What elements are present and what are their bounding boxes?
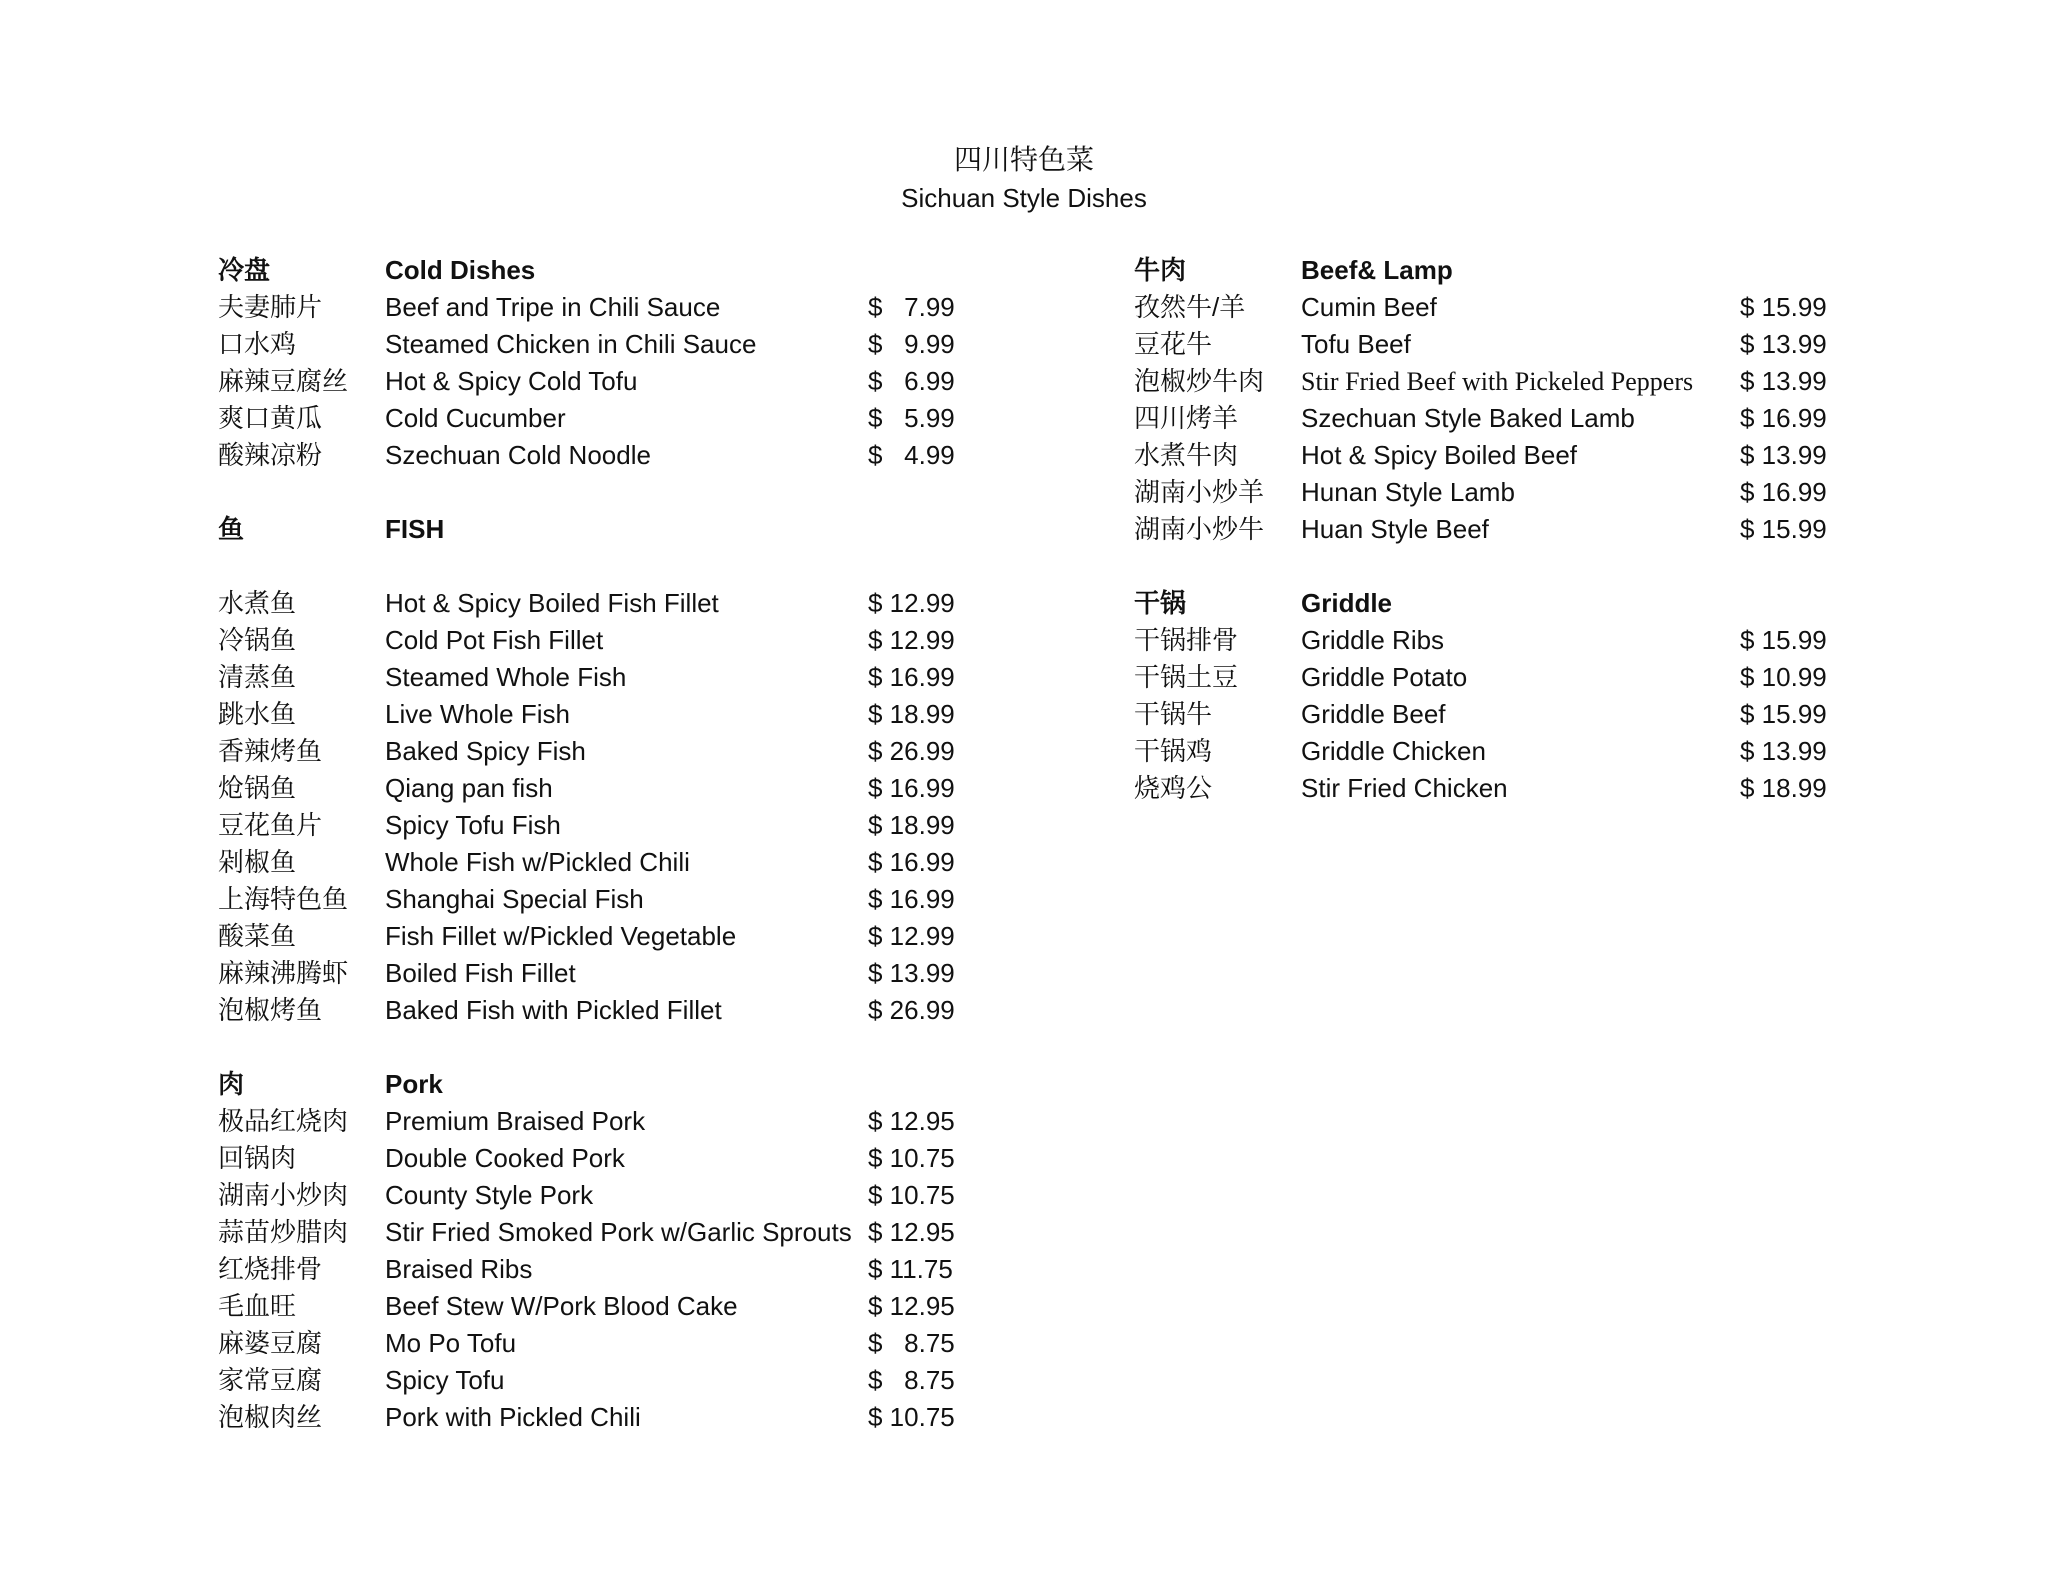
item-chinese-name: 毛血旺 [218, 1291, 297, 1321]
item-price: $ 18.99 [1740, 773, 1827, 803]
item-chinese-name: 孜然牛/羊 [1134, 292, 1246, 322]
item-english-name: Hot & Spicy Boiled Beef [1301, 440, 1578, 470]
item-chinese-name: 口水鸡 [218, 329, 297, 359]
menu-item [1134, 770, 1834, 807]
menu-item [218, 289, 978, 326]
item-price: $ 4.99 [868, 440, 955, 470]
item-chinese-name: 家常豆腐 [218, 1365, 323, 1395]
item-price: $ 8.75 [868, 1328, 955, 1358]
section-heading-english: Griddle [1301, 588, 1393, 618]
item-price: $ 13.99 [1740, 736, 1827, 766]
item-price: $ 6.99 [868, 366, 955, 396]
item-chinese-name: 豆花鱼片 [218, 810, 323, 840]
item-english-name: Cumin Beef [1301, 292, 1437, 322]
item-price: $ 13.99 [868, 958, 955, 988]
item-english-name: Stir Fried Chicken [1301, 773, 1508, 803]
menu-item [1134, 474, 1834, 511]
menu-item [218, 807, 978, 844]
item-english-name: Baked Spicy Fish [385, 736, 586, 766]
item-english-name: Spicy Tofu [385, 1365, 505, 1395]
item-chinese-name: 极品红烧肉 [218, 1106, 349, 1136]
item-english-name: Double Cooked Pork [385, 1143, 625, 1173]
menu-item [218, 1140, 978, 1177]
menu-section [1134, 252, 1834, 548]
menu-section [218, 1066, 978, 1436]
item-chinese-name: 干锅土豆 [1134, 662, 1239, 692]
menu-item [218, 881, 978, 918]
menu-item [218, 659, 978, 696]
item-english-name: Griddle Potato [1301, 662, 1468, 692]
item-english-name: Mo Po Tofu [385, 1328, 517, 1358]
item-price: $ 12.95 [868, 1291, 955, 1321]
item-english-name: County Style Pork [385, 1180, 594, 1210]
item-price: $ 12.99 [868, 921, 955, 951]
item-chinese-name: 酸辣凉粉 [218, 440, 323, 470]
item-english-name: Boiled Fish Fillet [385, 958, 576, 988]
item-chinese-name: 夫妻肺片 [218, 292, 323, 322]
item-chinese-name: 水煮牛肉 [1134, 440, 1239, 470]
menu-item [1134, 400, 1834, 437]
section-heading-english: Pork [385, 1069, 443, 1099]
item-price: $ 12.99 [868, 588, 955, 618]
right-column [1134, 252, 1834, 807]
menu-item [218, 1103, 978, 1140]
item-english-name: Fish Fillet w/Pickled Vegetable [385, 921, 737, 951]
item-price: $ 12.95 [868, 1217, 955, 1247]
item-chinese-name: 红烧排骨 [218, 1254, 323, 1284]
menu-item [1134, 622, 1834, 659]
item-chinese-name: 冷锅鱼 [218, 625, 297, 655]
item-price: $ 12.95 [868, 1106, 955, 1136]
section-heading [1134, 252, 1834, 289]
section-heading-chinese: 牛肉 [1134, 255, 1187, 285]
item-chinese-name: 四川烤羊 [1134, 403, 1239, 433]
item-chinese-name: 麻辣豆腐丝 [218, 366, 349, 396]
item-english-name: Steamed Whole Fish [385, 662, 627, 692]
menu-item [1134, 733, 1834, 770]
menu-item [218, 326, 978, 363]
item-price: $ 11.75 [868, 1254, 953, 1284]
menu-item [218, 622, 978, 659]
item-chinese-name: 豆花牛 [1134, 329, 1213, 359]
item-chinese-name: 烧鸡公 [1134, 773, 1213, 803]
item-english-name: Pork with Pickled Chili [385, 1402, 641, 1432]
item-english-name: Griddle Chicken [1301, 736, 1486, 766]
menu-section [1134, 585, 1834, 807]
menu-item [218, 696, 978, 733]
menu-item [1134, 363, 1834, 400]
section-heading-chinese: 干锅 [1134, 588, 1187, 618]
item-chinese-name: 炝锅鱼 [218, 773, 297, 803]
menu-item [218, 918, 978, 955]
menu-item [218, 1177, 978, 1214]
item-english-name: Steamed Chicken in Chili Sauce [385, 329, 757, 359]
item-price: $ 13.99 [1740, 366, 1827, 396]
menu-item [218, 400, 978, 437]
menu-item [1134, 659, 1834, 696]
item-chinese-name: 泡椒烤鱼 [218, 995, 323, 1025]
item-price: $ 7.99 [868, 292, 955, 322]
spacer [218, 548, 978, 585]
item-chinese-name: 上海特色鱼 [218, 884, 349, 914]
item-english-name: Braised Ribs [385, 1254, 533, 1284]
menu-item [218, 992, 978, 1029]
menu-item [218, 363, 978, 400]
menu-item [218, 1251, 978, 1288]
item-price: $ 16.99 [868, 847, 955, 877]
item-chinese-name: 回锅肉 [218, 1143, 297, 1173]
section-heading-english: FISH [385, 514, 445, 544]
menu-item [1134, 326, 1834, 363]
item-chinese-name: 香辣烤鱼 [218, 736, 323, 766]
menu-item [1134, 437, 1834, 474]
item-english-name: Huan Style Beef [1301, 514, 1489, 544]
section-heading-chinese: 鱼 [218, 514, 245, 544]
item-price: $ 10.75 [868, 1180, 955, 1210]
item-english-name: Stir Fried Beef with Pickeled Peppers [1301, 367, 1694, 396]
item-chinese-name: 麻辣沸腾虾 [218, 958, 349, 988]
item-english-name: Qiang pan fish [385, 773, 553, 803]
item-english-name: Whole Fish w/Pickled Chili [385, 847, 690, 877]
item-price: $ 10.99 [1740, 662, 1827, 692]
item-chinese-name: 清蒸鱼 [218, 662, 297, 692]
item-english-name: Beef and Tripe in Chili Sauce [385, 292, 721, 322]
item-price: $ 16.99 [1740, 477, 1827, 507]
item-english-name: Griddle Ribs [1301, 625, 1445, 655]
item-english-name: Live Whole Fish [385, 699, 570, 729]
item-price: $ 16.99 [868, 773, 955, 803]
item-english-name: Griddle Beef [1301, 699, 1446, 729]
item-english-name: Cold Cucumber [385, 403, 566, 433]
item-price: $ 26.99 [868, 736, 955, 766]
menu-item [218, 1325, 978, 1362]
section-heading [218, 511, 978, 548]
item-chinese-name: 湖南小炒牛 [1134, 514, 1265, 544]
item-chinese-name: 泡椒炒牛肉 [1134, 366, 1265, 396]
item-price: $ 5.99 [868, 403, 955, 433]
item-english-name: Baked Fish with Pickled Fillet [385, 995, 722, 1025]
section-heading-chinese: 肉 [218, 1069, 245, 1099]
menu-item [218, 1288, 978, 1325]
item-price: $ 16.99 [868, 662, 955, 692]
item-price: $ 15.99 [1740, 625, 1827, 655]
item-chinese-name: 干锅鸡 [1134, 736, 1213, 766]
item-price: $ 13.99 [1740, 440, 1827, 470]
item-chinese-name: 湖南小炒肉 [218, 1180, 349, 1210]
item-english-name: Beef Stew W/Pork Blood Cake [385, 1291, 738, 1321]
section-heading [1134, 585, 1834, 622]
item-chinese-name: 湖南小炒羊 [1134, 477, 1265, 507]
menu-item [218, 585, 978, 622]
section-heading-chinese: 冷盘 [218, 255, 271, 285]
item-price: $ 12.99 [868, 625, 955, 655]
item-english-name: Szechuan Cold Noodle [385, 440, 651, 470]
item-english-name: Cold Pot Fish Fillet [385, 625, 604, 655]
item-chinese-name: 酸菜鱼 [218, 921, 297, 951]
item-chinese-name: 干锅排骨 [1134, 625, 1239, 655]
item-english-name: Szechuan Style Baked Lamb [1301, 403, 1635, 433]
section-heading-english: Beef& Lamp [1301, 255, 1453, 285]
item-english-name: Stir Fried Smoked Pork w/Garlic Sprouts [385, 1217, 852, 1247]
menu-title: 四川特色菜 [953, 144, 1094, 175]
item-chinese-name: 麻婆豆腐 [218, 1328, 323, 1358]
menu-item [218, 955, 978, 992]
item-chinese-name: 泡椒肉丝 [218, 1402, 323, 1432]
menu-item [218, 1214, 978, 1251]
item-chinese-name: 跳水鱼 [218, 699, 297, 729]
menu-section [218, 252, 978, 474]
item-price: $ 16.99 [868, 884, 955, 914]
menu-item [218, 1362, 978, 1399]
item-chinese-name: 剁椒鱼 [218, 847, 297, 877]
item-chinese-name: 干锅牛 [1134, 699, 1213, 729]
menu-subtitle: Sichuan Style Dishes [901, 183, 1147, 213]
item-english-name: Premium Braised Pork [385, 1106, 646, 1136]
section-heading [218, 252, 978, 289]
menu-item [218, 733, 978, 770]
menu-item [218, 770, 978, 807]
menu-item [1134, 511, 1834, 548]
item-price: $ 16.99 [1740, 403, 1827, 433]
item-price: $ 18.99 [868, 699, 955, 729]
menu-item [218, 437, 978, 474]
item-price: $ 8.75 [868, 1365, 955, 1395]
item-price: $ 15.99 [1740, 514, 1827, 544]
menu-item [218, 844, 978, 881]
menu-item [1134, 289, 1834, 326]
section-heading [218, 1066, 978, 1103]
item-chinese-name: 水煮鱼 [218, 588, 297, 618]
menu-item [1134, 696, 1834, 733]
menu-section [218, 511, 978, 1029]
item-price: $ 10.75 [868, 1402, 955, 1432]
item-price: $ 10.75 [868, 1143, 955, 1173]
item-price: $ 26.99 [868, 995, 955, 1025]
item-english-name: Shanghai Special Fish [385, 884, 644, 914]
item-english-name: Hot & Spicy Cold Tofu [385, 366, 638, 396]
item-chinese-name: 蒜苗炒腊肉 [218, 1217, 349, 1247]
item-chinese-name: 爽口黄瓜 [218, 403, 323, 433]
left-column [218, 252, 978, 1436]
item-english-name: Hot & Spicy Boiled Fish Fillet [385, 588, 719, 618]
item-price: $ 13.99 [1740, 329, 1827, 359]
section-heading-english: Cold Dishes [385, 255, 536, 285]
item-price: $ 18.99 [868, 810, 955, 840]
item-price: $ 9.99 [868, 329, 955, 359]
item-english-name: Tofu Beef [1301, 329, 1411, 359]
menu-item [218, 1399, 978, 1436]
item-english-name: Spicy Tofu Fish [385, 810, 561, 840]
item-english-name: Hunan Style Lamb [1301, 477, 1515, 507]
item-price: $ 15.99 [1740, 699, 1827, 729]
item-price: $ 15.99 [1740, 292, 1827, 322]
